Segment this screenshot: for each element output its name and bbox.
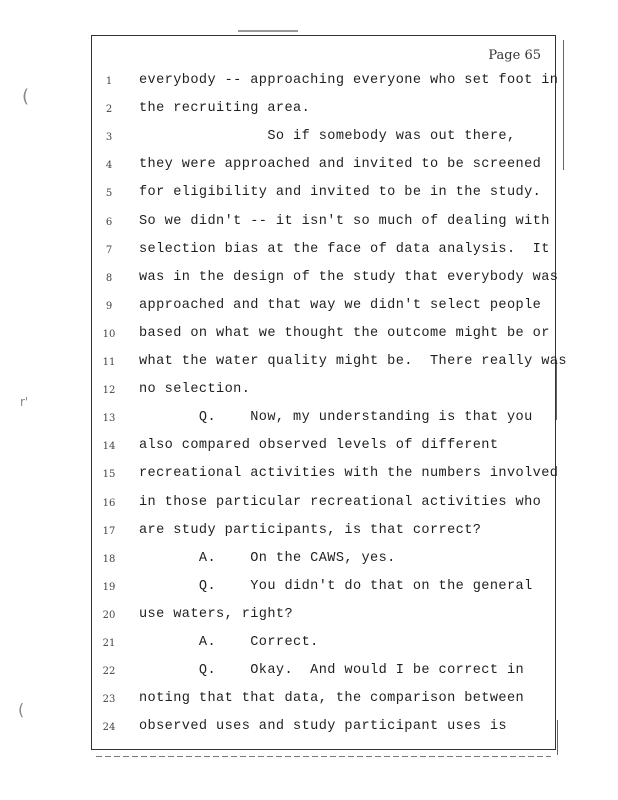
transcript-line [92, 129, 555, 149]
line-number: 3 [105, 132, 113, 144]
line-number: 13 [102, 413, 116, 425]
line-text: observed uses and study participant uses is [139, 719, 507, 735]
transcript-line [92, 495, 555, 515]
transcript-line [92, 410, 555, 430]
line-number: 18 [102, 553, 116, 565]
line-text: A. Correct. [139, 635, 319, 650]
transcript-line [92, 691, 555, 711]
line-text: approached and that way we didn't select people [139, 297, 542, 313]
line-text: use waters, right? [139, 606, 294, 622]
line-number: 22 [102, 666, 116, 678]
line-number: 7 [105, 244, 113, 256]
line-text: Q. Okay. And would I be correct in [139, 663, 525, 679]
line-number: 20 [102, 609, 116, 621]
transcript-line [92, 466, 559, 486]
transcript-line [92, 438, 555, 458]
line-number: 8 [105, 272, 113, 284]
transcript-line [92, 607, 555, 627]
transcript-line [92, 354, 567, 374]
line-number: 23 [102, 694, 116, 706]
scan-artifact [238, 30, 298, 32]
scan-artifact [556, 360, 557, 420]
line-text: the recruiting area. [139, 101, 311, 117]
line-number: 11 [102, 357, 116, 368]
line-number: 1 [105, 76, 113, 87]
transcript-line [92, 269, 559, 290]
transcript-line [92, 635, 555, 655]
transcript-line [92, 214, 555, 234]
line-number: 21 [102, 638, 116, 649]
line-text: A. On the CAWS, yes. [139, 550, 396, 566]
line-text: noting that that data, the comparison between [139, 691, 525, 707]
margin-mark: ( [18, 700, 25, 719]
line-number: 10 [102, 328, 116, 340]
line-text: Q. You didn't do that on the general [139, 578, 533, 594]
transcript-line [92, 73, 559, 93]
margin-mark: ( [22, 86, 30, 107]
line-text: also compared observed levels of different [139, 438, 499, 454]
scan-artifact [557, 720, 558, 755]
line-number: 5 [105, 188, 113, 200]
line-text: based on what we thought the outcome might be or [139, 325, 550, 341]
line-number: 16 [102, 497, 116, 509]
line-number: 9 [105, 300, 113, 312]
transcript-page [91, 35, 567, 750]
transcript-line [92, 579, 555, 599]
transcript-line [92, 326, 555, 346]
line-number: 2 [105, 104, 113, 116]
scan-artifact [563, 40, 564, 170]
line-text: Q. Now, my understanding is that you [139, 410, 533, 426]
transcript-line [92, 523, 555, 543]
line-number: 19 [102, 581, 116, 593]
line-text: no selection. [139, 382, 251, 398]
line-text: So we didn't -- it isn't so much of dealing with [139, 213, 550, 229]
line-number: 14 [102, 441, 116, 453]
line-number: 12 [102, 385, 116, 397]
margin-mark: r' [20, 395, 29, 409]
line-text: for eligibility and invited to be in the study. [139, 185, 542, 201]
transcript-line [92, 382, 555, 402]
line-text: was in the design of the study that everybody was [139, 269, 559, 285]
line-text: So if somebody was out there, [139, 129, 516, 145]
line-text: selection bias at the face of data analysis. It [139, 241, 550, 257]
transcript-line [92, 185, 555, 205]
line-number: 24 [102, 722, 116, 734]
transcript-line [92, 298, 555, 318]
transcript-line [92, 242, 555, 262]
transcript-line [92, 719, 555, 739]
page-number: Page 65 [488, 48, 541, 63]
line-text: everybody -- approaching everyone who set foot in [139, 73, 559, 88]
transcript-line [92, 551, 555, 571]
transcript-line [92, 157, 555, 177]
line-number: 17 [102, 525, 116, 537]
transcript-line [92, 663, 555, 683]
line-text: are study participants, is that correct? [139, 522, 482, 538]
line-text: they were approached and invited to be screened [139, 157, 542, 173]
transcript-line [92, 101, 555, 121]
line-number: 15 [102, 469, 116, 481]
line-text: recreational activities with the numbers involved [139, 466, 559, 482]
line-text: in those particular recreational activities who [139, 494, 542, 510]
line-text: what the water quality might be. There really was [139, 354, 567, 369]
line-number: 6 [105, 216, 113, 228]
line-number: 4 [105, 160, 113, 172]
footer-rule [96, 756, 551, 757]
